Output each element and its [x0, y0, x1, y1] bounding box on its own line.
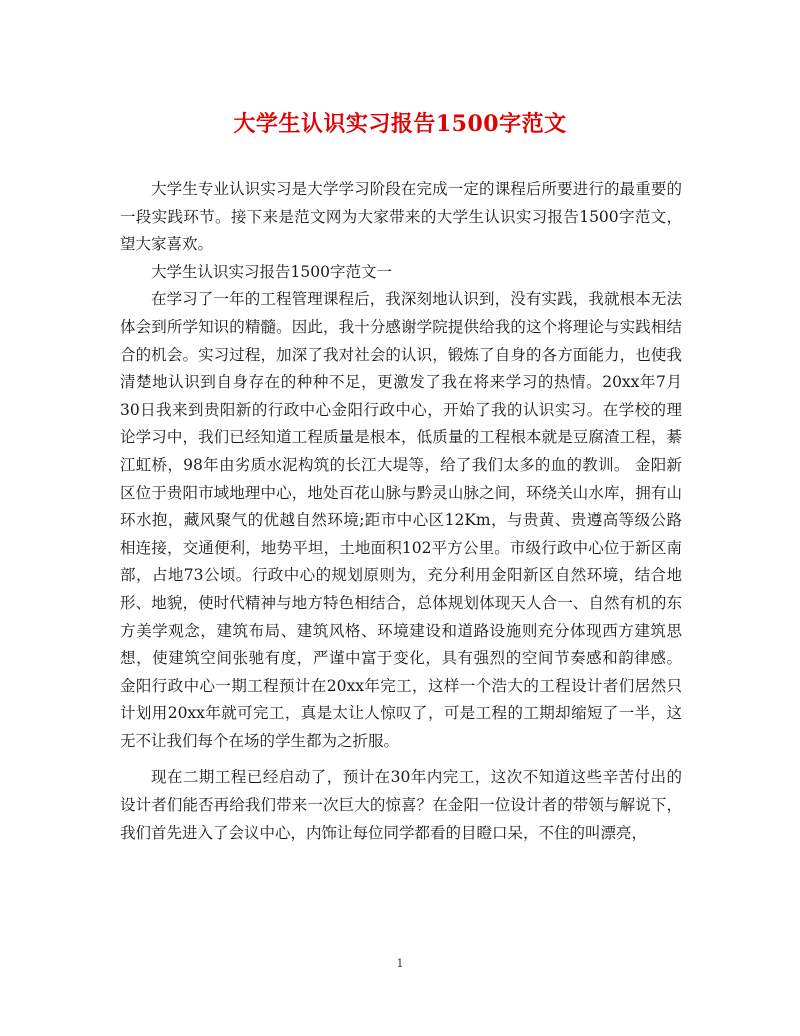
intro-paragraph: 大学生专业认识实习是大学学习阶段在完成一定的课程后所要进行的最重要的一段实践环节。接下来是范文网为大家带来的大学生认识实习报告1500字范文，望大家喜欢。	[120, 180, 682, 254]
page-number: 1	[396, 957, 404, 970]
document-title: 大学生认识实习报告1500字范文	[233, 111, 567, 137]
document-body	[120, 176, 682, 847]
body-paragraph: 现在二期工程已经启动了，预计在30年内完工，这次不知道这些辛苦付出的设计者们能否再给我们带来一次巨大的惊喜？在金阳一位设计者的带领与解说下，我们首先进入了会议中心，内饰让每位同学都看的目瞪口呆，不住的叫漂亮，	[120, 768, 682, 842]
body-paragraph: 在学习了一年的工程管理课程后，我深刻地认识到，没有实践，我就根本无法体会到所学知识的精髓。因此，我十分感谢学院提供给我的这个将理论与实践相结合的机会。实习过程，加深了我对社会的认识，锻炼了自身的各方面能力，也使我清楚地认识到自身存在的种种不足，更激发了我在将来学习的热情。20xx年7月30日我来到贵阳新的行政中心金阳行政中心，开始了我的认识实习。在学校的理论学习中，我们已经知道工程质量是根本，低质量的工程根本就是豆腐渣工程，綦江虹桥，98年由劣质水泥构筑的长江大堤等，给了我们太多的血的教训。 金阳新区位于贵阳市域地理中心，地处百花山脉与黔灵山脉之间，环绕关山水库，拥有山环水抱，藏风聚气的优越自然环境;距市中心区12Km，与贵黄、贵遵高等级公路相连接，交通便利，地势平坦，土地面积102平方公里。市级行政中心位于新区南部，占地73公顷。行政中心的规划原则为，充分利用金阳新区自然环境，结合地形、地貌，使时代精神与地方特色相结合，总体规划体现天人合一、自然有机的东方美学观念，建筑布局、建筑风格、环境建设和道路设施则充分体现西方建筑思想，使建筑空间张驰有度，严谨中富于变化，具有强烈的空间节奏感和韵律感。 金阳行政中心一期工程预计在20xx年完工，这样一个浩大的工程设计者们居然只计划用20xx年就可完工，真是太让人惊叹了，可是工程的工期却缩短了一半，这无不让我们每个在场的学生都为之折服。	[120, 290, 682, 750]
section-heading: 大学生认识实习报告1500字范文一	[151, 262, 392, 281]
